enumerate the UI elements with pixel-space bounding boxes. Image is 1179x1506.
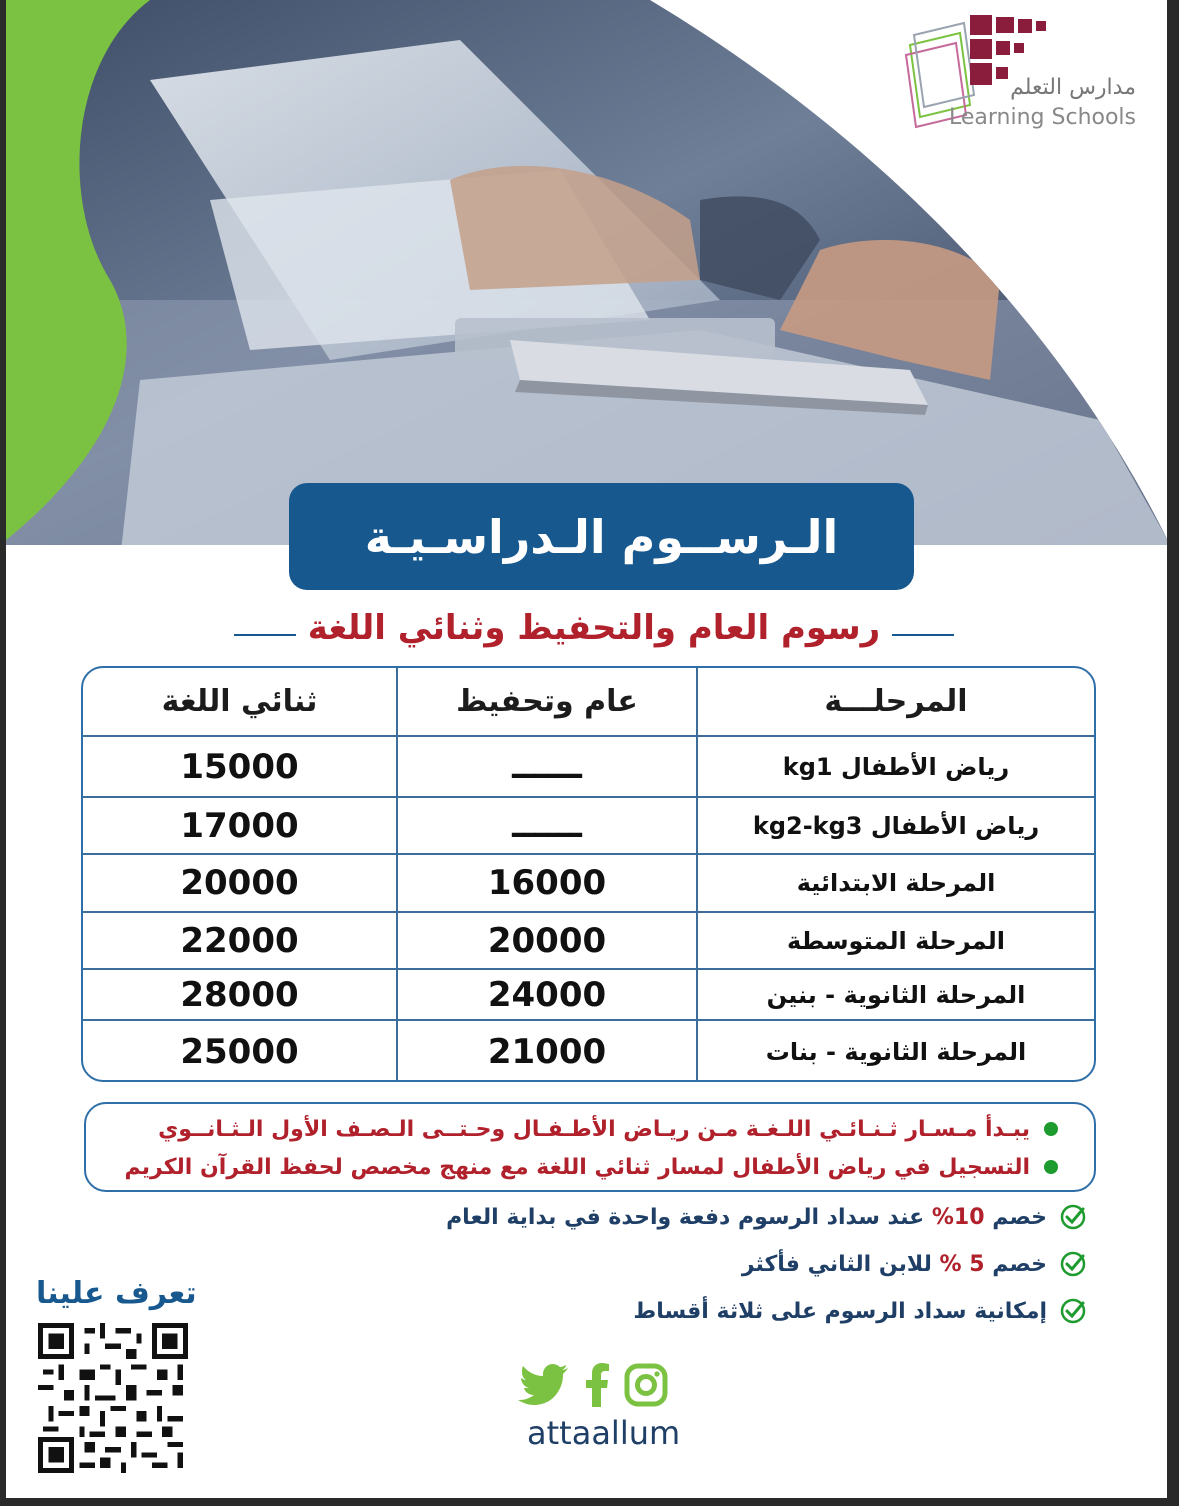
school-logo <box>900 5 1160 135</box>
discount-item <box>742 1250 1087 1278</box>
fees-table <box>81 666 1096 1082</box>
header-bilingual: ثنائي اللغة <box>161 684 318 719</box>
table-row <box>83 798 1094 855</box>
discount-item <box>633 1297 1087 1325</box>
check-circle-icon <box>1059 1297 1087 1325</box>
bilingual-fee-cell: 28000 <box>180 974 299 1015</box>
social-handle[interactable]: attaallum <box>527 1414 681 1452</box>
bilingual-fee-cell: 17000 <box>180 805 299 846</box>
table-row <box>83 970 1094 1021</box>
discount-item <box>446 1203 1087 1231</box>
discount-text <box>446 1205 1047 1230</box>
about-us-label: تعرف علينا <box>36 1276 197 1311</box>
general-fee-cell: ــــــ <box>396 798 696 853</box>
bilingual-fee-cell: 22000 <box>180 920 299 961</box>
discount-text <box>742 1252 1047 1277</box>
general-fee-cell: 20000 <box>396 913 696 968</box>
stage-cell: المرحلة الثانوية - بنات <box>696 1021 1094 1082</box>
discount-suffix: عند سداد الرسوم دفعة واحدة في بداية العام <box>446 1204 932 1230</box>
notes-box <box>84 1102 1096 1192</box>
logo-arabic-text: مدارس التعلم <box>1010 75 1136 100</box>
check-circle-icon <box>1059 1250 1087 1278</box>
discount-suffix: للابن الثاني فأكثر <box>741 1251 940 1277</box>
note-text: التسجيل في رياض الأطفال لمسار ثنائي اللغة مع منهج مخصص لحفظ القرآن الكريم <box>124 1154 1030 1180</box>
table-row <box>83 1021 1094 1082</box>
stage-cell: المرحلة الابتدائية <box>696 855 1094 911</box>
discount-prefix: خصم <box>984 1204 1047 1230</box>
instagram-icon[interactable] <box>624 1363 668 1407</box>
note-item <box>106 1148 1058 1186</box>
general-fee-cell: ــــــ <box>396 737 696 796</box>
social-links <box>518 1362 668 1408</box>
title-banner <box>289 483 914 590</box>
bullet-icon <box>1044 1122 1058 1136</box>
discount-prefix: إمكانية سداد الرسوم على ثلاثة أقساط <box>633 1298 1047 1324</box>
page-title: الـرســوم الـدراسـيـة <box>364 509 839 564</box>
check-circle-icon <box>1059 1203 1087 1231</box>
subtitle-row <box>234 598 954 658</box>
qr-code-icon[interactable] <box>38 1323 188 1473</box>
discount-percent: 10% <box>931 1204 985 1230</box>
subtitle-line-right <box>892 634 954 636</box>
bilingual-fee-cell: 20000 <box>180 863 299 903</box>
stage-cell: رياض الأطفال kg2-kg3 <box>696 798 1094 853</box>
bilingual-fee-cell: 25000 <box>180 1031 299 1072</box>
stage-cell: المرحلة المتوسطة <box>696 913 1094 968</box>
logo-english-text: Learning Schools <box>949 105 1136 130</box>
table-row <box>83 855 1094 913</box>
general-fee-cell: 24000 <box>396 970 696 1019</box>
general-fee-cell: 21000 <box>396 1021 696 1082</box>
subtitle: رسوم العام والتحفيظ وثنائي اللغة <box>307 608 881 648</box>
table-row <box>83 913 1094 970</box>
header-stage: المرحلـــة <box>696 668 1094 735</box>
discount-percent: 5 % <box>939 1251 985 1277</box>
note-item <box>106 1110 1058 1148</box>
frame-border-right <box>1167 0 1179 1506</box>
discount-prefix: خصم <box>984 1251 1047 1277</box>
bullet-icon <box>1044 1160 1058 1174</box>
facebook-icon[interactable] <box>584 1363 610 1407</box>
table-header-row <box>83 668 1094 737</box>
header-general: عام وتحفيظ <box>396 668 696 735</box>
note-text: يبـدأ مـسـار ثـنـائـي اللـغـة مـن ريـاض الأطـفـال وحـتــى الـصـف الأول الـثـانــوي <box>158 1116 1030 1142</box>
general-fee-cell: 16000 <box>396 855 696 911</box>
stage-cell: رياض الأطفال kg1 <box>696 737 1094 796</box>
table-row <box>83 737 1094 798</box>
frame-border-bottom <box>0 1498 1179 1506</box>
discount-text <box>633 1299 1047 1324</box>
twitter-icon[interactable] <box>518 1362 570 1408</box>
bilingual-fee-cell: 15000 <box>180 746 299 787</box>
frame-border-left <box>0 0 6 1506</box>
subtitle-line-left <box>234 634 296 636</box>
stage-cell: المرحلة الثانوية - بنين <box>696 970 1094 1019</box>
